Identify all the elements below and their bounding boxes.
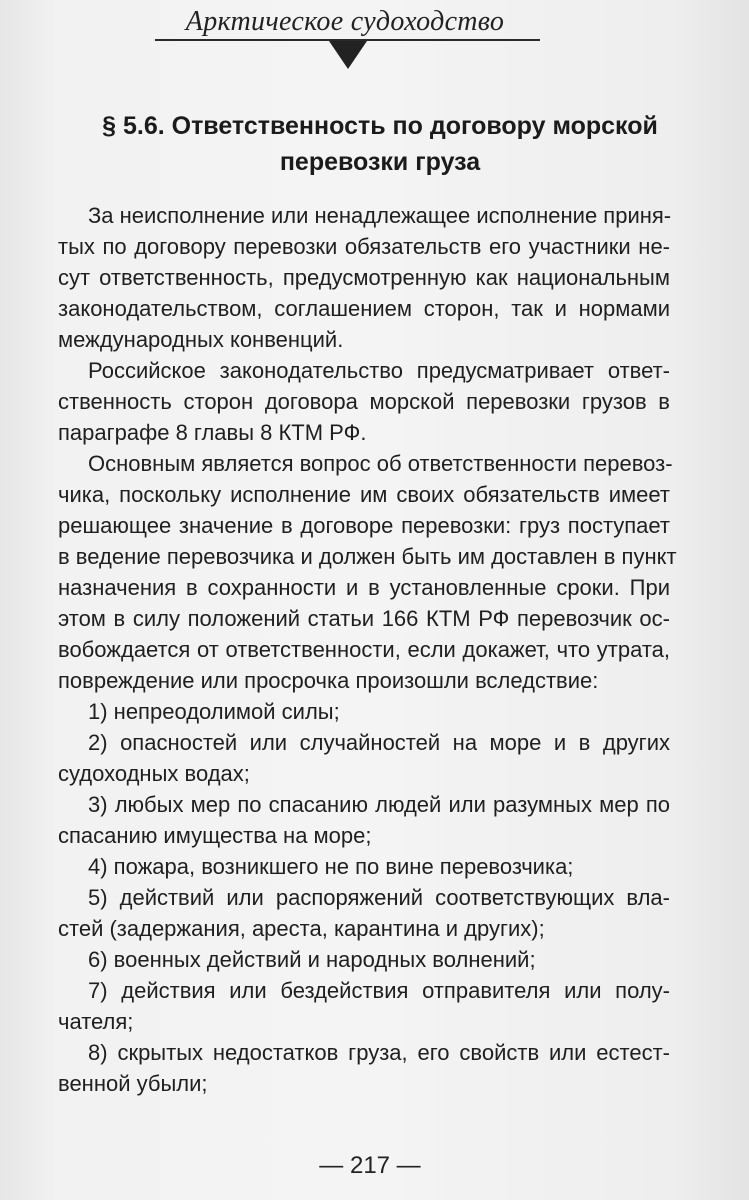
text-line: чика, поскольку исполнение им своих обязательств имеет (58, 482, 670, 507)
text-line: За неисполнение или ненадлежащее исполнение приня- (88, 203, 672, 228)
text-line: судоходных водах; (58, 761, 250, 786)
text-line: 5) действий или распоряжений соответствующих вла- (88, 885, 670, 910)
text-line: 6) военных действий и народных волнений; (88, 947, 536, 972)
section-title (60, 108, 700, 180)
running-head-triangle-icon (329, 41, 367, 69)
text-line: повреждение или просрочка произошли вследствие: (58, 668, 599, 693)
text-line: 1) непреодолимой силы; (88, 699, 340, 724)
text-line: 8) скрытых недостатков груза, его свойств или естест- (88, 1040, 670, 1065)
page-number: — 217 — (319, 1152, 421, 1179)
running-head: Арктическое судоходство (185, 6, 505, 37)
text-line: вобождается от ответственности, если докажет, что утрата, (58, 637, 670, 662)
text-line: чателя; (58, 1009, 134, 1034)
body-text (58, 200, 677, 1099)
text-line: 3) любых мер по спасанию людей или разумных мер по (88, 792, 670, 817)
text-line: этом в силу положений статьи 166 КТМ РФ перевозчик ос- (58, 606, 670, 631)
text-line: решающее значение в договоре перевозки: груз поступает (58, 513, 670, 538)
text-line: Российское законодательство предусматривает ответ- (88, 358, 670, 383)
text-line: законодательством, соглашением сторон, так и нормами (58, 296, 670, 321)
text-line: международных конвенций. (58, 327, 344, 352)
text-line: венной убыли; (58, 1071, 208, 1096)
text-line: спасанию имущества на море; (58, 823, 372, 848)
text-line: Основным является вопрос об ответственности перевоз- (88, 451, 673, 476)
text-line: назначения в сохранности и в установленные сроки. При (58, 575, 670, 600)
text-line: стей (задержания, ареста, карантина и других); (58, 916, 545, 941)
text-line: в ведение перевозчика и должен быть им доставлен в пункт (58, 544, 677, 569)
section-title-line-1: § 5.6. Ответственность по договору морской (102, 112, 658, 140)
text-line: 4) пожара, возникшего не по вине перевозчика; (88, 854, 574, 879)
text-line: ственность сторон договора морской перевозки грузов в (58, 389, 670, 414)
text-line: тых по договору перевозки обязательств его участники не- (58, 234, 670, 259)
text-line: параграфе 8 главы 8 КТМ РФ. (58, 420, 367, 445)
text-line: 7) действия или бездействия отправителя или полу- (88, 978, 670, 1003)
text-line: 2) опасностей или случайностей на море и в других (88, 730, 670, 755)
text-line: сут ответственность, предусмотренную как национальным (58, 265, 670, 290)
section-title-line-2: перевозки груза (279, 148, 481, 176)
